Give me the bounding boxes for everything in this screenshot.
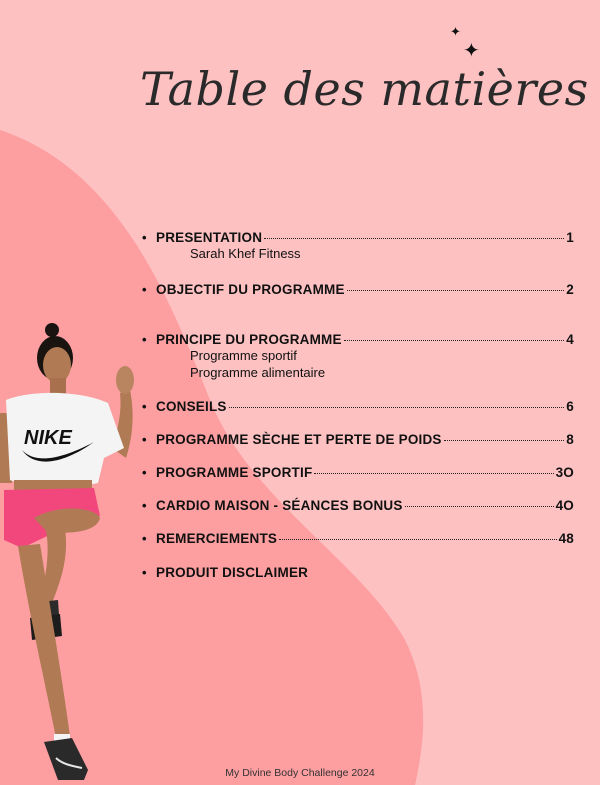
- bullet-icon: •: [142, 399, 147, 414]
- toc-page-number: 6: [566, 399, 574, 414]
- toc-subitem: Programme alimentaire: [190, 365, 326, 380]
- sparkle-icon: ✦: [450, 25, 461, 40]
- bullet-icon: •: [142, 282, 147, 297]
- toc-entry-principe[interactable]: [142, 332, 574, 381]
- toc-label: REMERCIEMENTS: [156, 531, 278, 546]
- toc-entry-remerciements[interactable]: [142, 531, 574, 546]
- toc-label: CARDIO MAISON - SÉANCES BONUS: [156, 498, 403, 513]
- toc-page-number: 8: [566, 432, 574, 447]
- bullet-icon: •: [142, 531, 147, 546]
- footer-text: My Divine Body Challenge 2024: [225, 767, 375, 779]
- toc-subitem: Programme sportif: [190, 348, 297, 363]
- toc-label: PROGRAMME SPORTIF: [156, 465, 313, 480]
- dot-leader: [444, 440, 565, 441]
- bullet-icon: •: [142, 432, 147, 447]
- bullet-icon: •: [142, 465, 147, 480]
- dot-leader: [279, 539, 556, 540]
- toc-entry-disclaimer[interactable]: [142, 565, 574, 580]
- dot-leader: [264, 238, 564, 239]
- toc-page-number: 2: [566, 282, 574, 297]
- dot-leader: [344, 340, 565, 341]
- shirt-text: NIKE: [24, 427, 72, 449]
- toc-label: PRINCIPE DU PROGRAMME: [156, 332, 342, 347]
- bullet-icon: •: [142, 332, 147, 347]
- toc-label: PRESENTATION: [156, 230, 263, 245]
- toc-subitem: Sarah Khef Fitness: [190, 246, 301, 261]
- toc-page-number: 1: [566, 230, 574, 245]
- dot-leader: [314, 473, 553, 474]
- dot-leader: [405, 506, 554, 507]
- page-title: Table des matières: [140, 62, 589, 116]
- bullet-icon: •: [142, 498, 147, 513]
- bullet-icon: •: [142, 230, 147, 245]
- toc-page-number: 48: [558, 531, 574, 546]
- toc-entry-conseils[interactable]: [142, 399, 574, 414]
- dot-leader: [347, 290, 565, 291]
- toc-entry-cardio-maison[interactable]: [142, 498, 574, 513]
- toc-entry-presentation[interactable]: [142, 230, 574, 262]
- toc-page-number: 3O: [555, 465, 574, 480]
- toc-page-number: 4: [566, 332, 574, 347]
- toc-label: PROGRAMME SÈCHE ET PERTE DE POIDS: [156, 432, 442, 447]
- toc-label: PRODUIT DISCLAIMER: [156, 565, 309, 580]
- toc-label: CONSEILS: [156, 399, 227, 414]
- athlete-photo: [0, 318, 150, 785]
- toc-label: OBJECTIF DU PROGRAMME: [156, 282, 345, 297]
- toc-entry-objectif[interactable]: [142, 282, 574, 297]
- toc-entry-programme-seche[interactable]: [142, 432, 574, 447]
- toc-entry-programme-sportif[interactable]: [142, 465, 574, 480]
- sparkle-icon: ✦: [463, 38, 480, 62]
- dot-leader: [229, 407, 565, 408]
- toc-page-number: 4O: [555, 498, 574, 513]
- bullet-icon: •: [142, 565, 147, 580]
